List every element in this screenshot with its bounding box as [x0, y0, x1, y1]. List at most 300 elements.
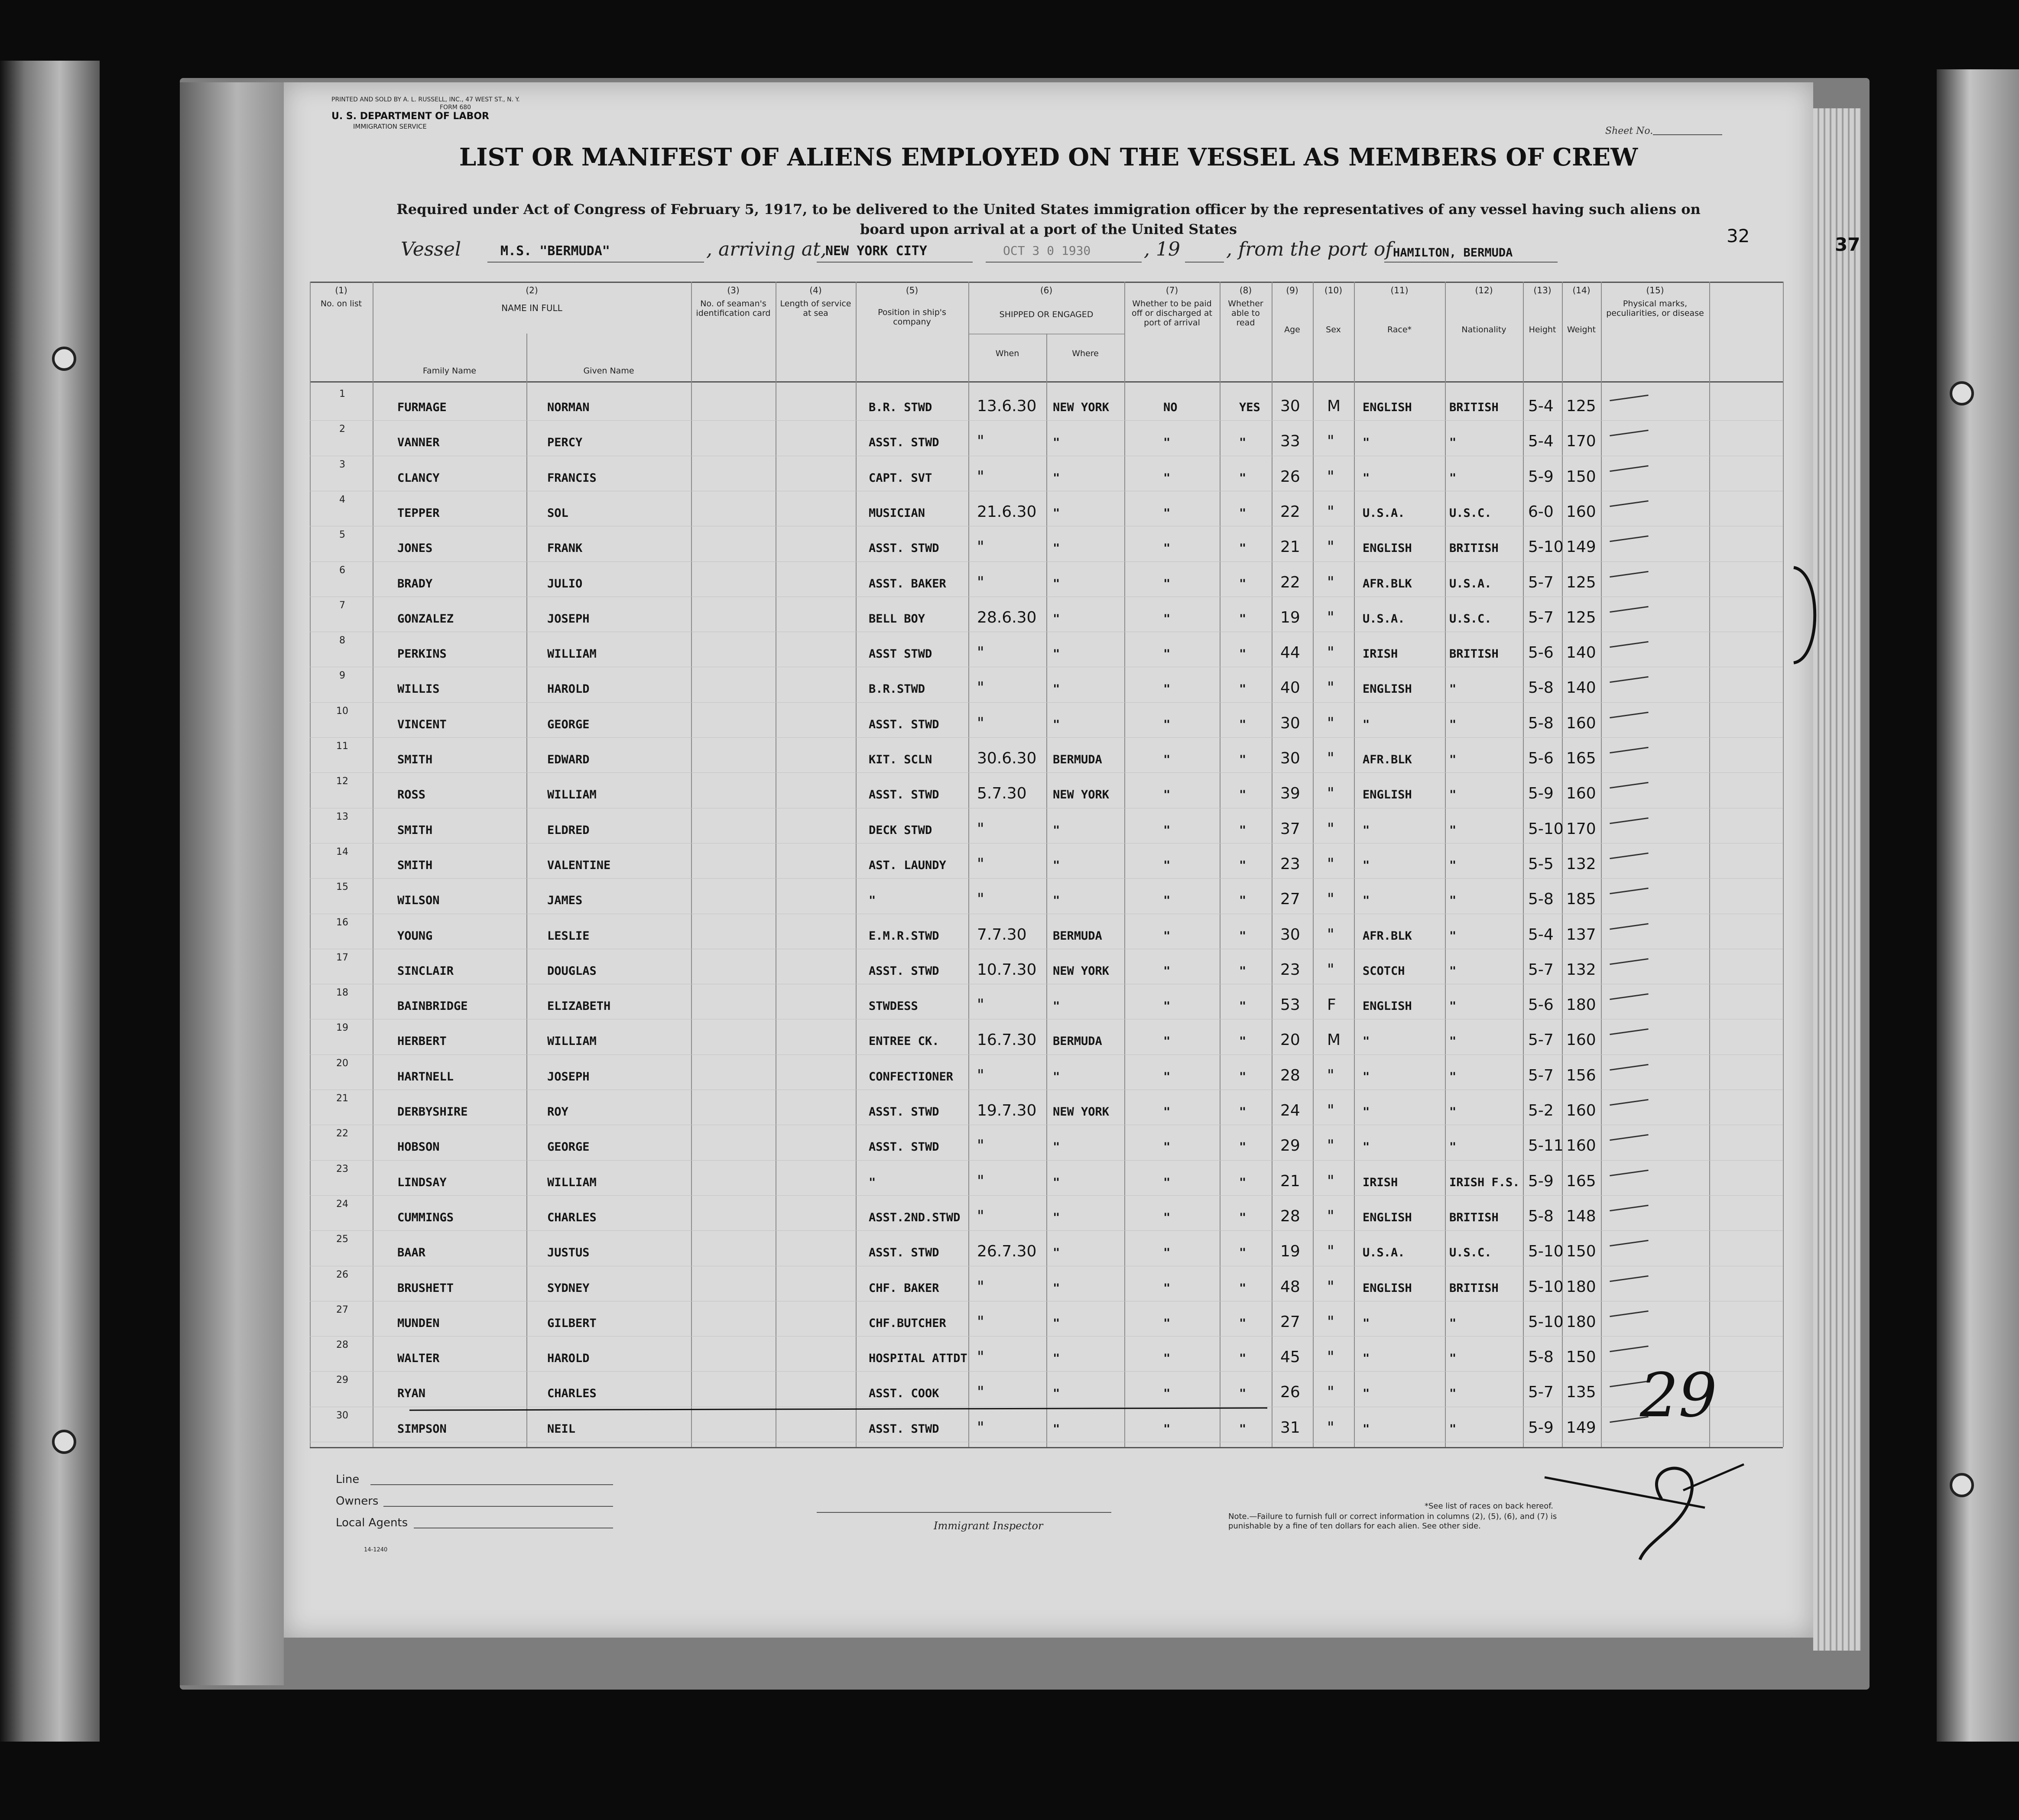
age-cell: 45	[1280, 1348, 1300, 1366]
inspector-label: Immigrant Inspector	[934, 1520, 1043, 1532]
sex-cell: "	[1327, 1066, 1334, 1084]
age-cell: 21	[1280, 1172, 1300, 1190]
family-name-cell: VINCENT	[397, 717, 447, 731]
family-name-cell: RYAN	[397, 1387, 426, 1401]
sex-cell: "	[1327, 608, 1334, 626]
read-cell: "	[1239, 1210, 1246, 1224]
nationality-cell: U.S.C.	[1449, 1246, 1492, 1260]
paid-off-cell: "	[1163, 717, 1171, 731]
row-number: 20	[336, 1058, 348, 1069]
given-name-cell: WILLIAM	[547, 647, 597, 661]
height-cell: 5-4	[1528, 925, 1554, 944]
family-name-cell: SIMPSON	[397, 1422, 447, 1436]
position-cell: ASST. STWD	[869, 542, 939, 555]
owners-label: Owners	[336, 1495, 379, 1508]
col-rule	[1709, 282, 1710, 1447]
paid-off-cell: "	[1163, 964, 1171, 978]
position-cell: ASST. STWD	[869, 1246, 939, 1260]
col-height-header: Height	[1529, 325, 1556, 334]
vessel-line	[487, 262, 704, 263]
position-cell: CHF. BAKER	[869, 1281, 939, 1295]
shipped-where-cell: "	[1053, 717, 1060, 731]
row-number: 13	[336, 811, 348, 822]
paid-off-cell: "	[1163, 577, 1171, 590]
position-cell: STWDESS	[869, 999, 918, 1013]
shipped-when-cell: 7.7.30	[977, 925, 1027, 944]
read-cell: "	[1239, 612, 1246, 626]
race-cell: "	[1363, 1140, 1370, 1154]
paid-off-cell: "	[1163, 753, 1171, 766]
col-14-number: (14)	[1572, 285, 1591, 295]
row-number: 30	[336, 1410, 348, 1421]
shipped-when-cell: "	[977, 1278, 984, 1296]
nationality-cell: IRISH F.S.	[1449, 1175, 1520, 1189]
row-divider	[310, 561, 1783, 562]
nationality-cell: "	[1449, 436, 1457, 450]
height-cell: 5-7	[1528, 960, 1554, 979]
paid-off-cell: "	[1163, 1246, 1171, 1260]
age-cell: 28	[1280, 1207, 1300, 1225]
family-name-cell: LINDSAY	[397, 1175, 447, 1189]
check-mark-icon	[1610, 853, 1649, 859]
given-name-cell: NORMAN	[547, 401, 590, 414]
shipped-when-cell: "	[977, 1348, 984, 1366]
position-cell: CONFECTIONER	[869, 1070, 954, 1084]
position-cell: ASST. COOK	[869, 1387, 939, 1401]
shipped-where-cell: "	[1053, 647, 1060, 661]
row-number: 27	[336, 1304, 348, 1315]
shipped-where-cell: BERMUDA	[1053, 1035, 1102, 1048]
row-number: 22	[336, 1128, 348, 1139]
read-cell: "	[1239, 858, 1246, 872]
given-name-cell: ELDRED	[547, 823, 590, 837]
nationality-cell: "	[1449, 964, 1457, 978]
shipped-where-cell: "	[1053, 1210, 1060, 1224]
race-cell: U.S.A.	[1363, 506, 1405, 520]
position-cell: ASST. STWD	[869, 1140, 939, 1154]
sex-cell: "	[1327, 1137, 1334, 1155]
sex-cell: "	[1327, 679, 1334, 697]
height-cell: 5-6	[1528, 749, 1554, 767]
weight-cell: 125	[1566, 608, 1596, 626]
left-scan-strip	[0, 61, 100, 1742]
weight-cell: 150	[1566, 1243, 1596, 1261]
height-cell: 5-7	[1528, 608, 1554, 626]
family-name-cell: SINCLAIR	[397, 964, 454, 978]
read-cell: "	[1239, 1175, 1246, 1189]
race-cell: U.S.A.	[1363, 1246, 1405, 1260]
age-cell: 23	[1280, 855, 1300, 873]
binder-hole-icon	[1950, 1473, 1974, 1497]
arriving-label: , arriving at,	[706, 238, 827, 260]
position-cell: HOSPITAL ATTDT	[869, 1352, 967, 1366]
race-cell: ENGLISH	[1363, 999, 1412, 1013]
sex-cell: "	[1327, 538, 1334, 556]
paid-off-cell: "	[1163, 999, 1171, 1013]
position-cell: DECK STWD	[869, 823, 932, 837]
handwritten-mark-icon	[1540, 1438, 1766, 1568]
shipped-where-cell: "	[1053, 506, 1060, 520]
height-cell: 5-5	[1528, 855, 1554, 873]
row-number: 14	[336, 846, 348, 857]
height-cell: 5-7	[1528, 1383, 1554, 1401]
shipped-when-cell: "	[977, 1137, 984, 1155]
age-cell: 21	[1280, 538, 1300, 556]
local-agents-label: Local Agents	[336, 1516, 408, 1529]
row-number: 23	[336, 1163, 348, 1174]
shipped-where-cell: BERMUDA	[1053, 929, 1102, 943]
shipped-where-cell: "	[1053, 894, 1060, 908]
form-code: 14-1240	[364, 1547, 388, 1553]
col-where-header: Where	[1072, 349, 1099, 358]
position-cell: ASST. STWD	[869, 717, 939, 731]
row-divider	[310, 1371, 1783, 1372]
shipped-where-cell: NEW YORK	[1053, 401, 1110, 414]
shipped-where-cell: "	[1053, 1422, 1060, 1436]
col-10-number: (10)	[1324, 285, 1343, 295]
age-cell: 39	[1280, 785, 1300, 803]
row-number: 12	[336, 776, 348, 787]
shipped-where-cell: "	[1053, 1281, 1060, 1295]
col-3-number: (3)	[727, 285, 740, 295]
col-when-header: When	[995, 349, 1019, 358]
col-2-number: (2)	[526, 285, 538, 295]
given-name-cell: PERCY	[547, 436, 583, 450]
binder-hole-icon	[1950, 381, 1974, 406]
shipped-when-cell: "	[977, 467, 984, 486]
read-cell: "	[1239, 436, 1246, 450]
row-divider	[310, 420, 1783, 421]
nationality-cell: "	[1449, 999, 1457, 1013]
row-number: 25	[336, 1234, 348, 1245]
shipped-when-cell: "	[977, 538, 984, 556]
check-mark-icon	[1610, 395, 1649, 401]
row-number: 21	[336, 1093, 348, 1104]
read-cell: "	[1239, 753, 1246, 766]
shipped-where-cell: NEW YORK	[1053, 1105, 1110, 1119]
paid-off-cell: "	[1163, 471, 1171, 485]
shipped-where-cell: NEW YORK	[1053, 964, 1110, 978]
owners-underline	[383, 1506, 613, 1507]
shipped-where-cell: "	[1053, 471, 1060, 485]
race-cell: "	[1363, 1316, 1370, 1330]
family-name-cell: HERBERT	[397, 1035, 447, 1048]
race-cell: "	[1363, 858, 1370, 872]
nationality-cell: "	[1449, 858, 1457, 872]
check-mark-icon	[1610, 1099, 1649, 1106]
penalty-note: Note.—Failure to furnish full or correct information in columns (2), (5), (6), and (7) is punishable by a fine of ten dollars for each alien. See other side.	[1228, 1512, 1557, 1531]
shipped-when-cell: 26.7.30	[977, 1243, 1037, 1261]
paid-off-cell: "	[1163, 1422, 1171, 1436]
weight-cell: 140	[1566, 679, 1596, 697]
read-cell: "	[1239, 1246, 1246, 1260]
row-divider	[310, 772, 1783, 773]
weight-cell: 148	[1566, 1207, 1596, 1225]
nationality-cell: "	[1449, 894, 1457, 908]
height-cell: 5-4	[1528, 397, 1554, 415]
weight-cell: 170	[1566, 820, 1596, 838]
height-cell: 5-2	[1528, 1102, 1554, 1119]
shipped-where-cell: "	[1053, 682, 1060, 696]
col-8-number: (8)	[1239, 285, 1252, 295]
nationality-cell: BRITISH	[1449, 1210, 1499, 1224]
given-name-cell: VALENTINE	[547, 858, 611, 872]
race-cell: ENGLISH	[1363, 1210, 1412, 1224]
shipped-when-cell: 30.6.30	[977, 749, 1037, 767]
age-cell: 27	[1280, 890, 1300, 908]
sheet-number-line	[1653, 134, 1722, 135]
col-6-number: (6)	[1040, 285, 1053, 295]
row-number: 24	[336, 1198, 348, 1210]
family-name-cell: WALTER	[397, 1352, 440, 1366]
read-cell: "	[1239, 894, 1246, 908]
nationality-cell: "	[1449, 1387, 1457, 1401]
sex-cell: "	[1327, 467, 1334, 486]
shipped-when-cell: "	[977, 573, 984, 591]
given-name-cell: SYDNEY	[547, 1281, 590, 1295]
family-name-cell: BAINBRIDGE	[397, 999, 468, 1013]
read-cell: "	[1239, 471, 1246, 485]
position-cell: AST. LAUNDY	[869, 858, 946, 872]
shipped-when-cell: 16.7.30	[977, 1031, 1037, 1049]
weight-cell: 160	[1566, 503, 1596, 521]
col-15-number: (15)	[1646, 285, 1664, 295]
margin-page-number: 37	[1835, 234, 1860, 255]
race-cell: ENGLISH	[1363, 542, 1412, 555]
row-number: 10	[336, 705, 348, 717]
sex-cell: "	[1327, 644, 1334, 662]
nationality-cell: "	[1449, 1352, 1457, 1366]
weight-cell: 156	[1566, 1066, 1596, 1084]
check-mark-icon	[1610, 1169, 1649, 1176]
race-cell: "	[1363, 1422, 1370, 1436]
sex-cell: "	[1327, 573, 1334, 591]
shipped-where-cell: "	[1053, 1246, 1060, 1260]
col-13-number: (13)	[1533, 285, 1552, 295]
family-name-cell: BRADY	[397, 577, 433, 590]
family-name-cell: FURMAGE	[397, 401, 447, 414]
race-cell: IRISH	[1363, 1175, 1398, 1189]
row-number: 4	[339, 494, 345, 505]
weight-cell: 165	[1566, 1172, 1596, 1190]
arriving-line	[817, 262, 973, 263]
sex-cell: "	[1327, 1207, 1334, 1225]
weight-cell: 160	[1566, 1031, 1596, 1049]
nationality-cell: U.S.C.	[1449, 506, 1492, 520]
sex-cell: "	[1327, 925, 1334, 944]
family-name-cell: HOBSON	[397, 1140, 440, 1154]
line-underline	[370, 1484, 613, 1485]
age-cell: 20	[1280, 1031, 1300, 1049]
col-rule	[1046, 334, 1047, 1447]
date-line	[986, 262, 1142, 263]
row-number: 18	[336, 987, 348, 999]
row-number: 2	[339, 424, 345, 435]
race-cell: "	[1363, 1387, 1370, 1401]
age-cell: 33	[1280, 432, 1300, 451]
age-cell: 53	[1280, 996, 1300, 1014]
weight-cell: 125	[1566, 397, 1596, 415]
shipped-where-cell: "	[1053, 542, 1060, 555]
race-cell: IRISH	[1363, 647, 1398, 661]
height-cell: 6-0	[1528, 503, 1554, 521]
given-name-cell: JULIO	[547, 577, 583, 590]
weight-cell: 180	[1566, 996, 1596, 1014]
race-cell: SCOTCH	[1363, 964, 1405, 978]
race-cell: ENGLISH	[1363, 682, 1412, 696]
family-name-cell: SMITH	[397, 823, 433, 837]
height-cell: 5-8	[1528, 1207, 1554, 1225]
row-number: 16	[336, 917, 348, 928]
position-cell: CAPT. SVT	[869, 471, 932, 485]
given-name-cell: LESLIE	[547, 929, 590, 943]
col-rule	[1783, 282, 1784, 1447]
weight-cell: 149	[1566, 1418, 1596, 1437]
col-rule	[1523, 282, 1524, 1447]
col-physical-marks-header: Physical marks, peculiarities, or disease	[1606, 299, 1704, 318]
form-subtitle: Required under Act of Congress of February 5, 1917, to be delivered to the United States immigration officer by the representatives of any vessel having such aliens on board upon arrival at a port of the United States	[396, 201, 1701, 237]
check-mark-icon	[1610, 711, 1649, 718]
shipped-when-cell: "	[977, 855, 984, 873]
shipped-where-cell: "	[1053, 823, 1060, 837]
given-name-cell: GEORGE	[547, 1140, 590, 1154]
weight-cell: 180	[1566, 1313, 1596, 1331]
given-name-cell: WILLIAM	[547, 1175, 597, 1189]
read-cell: "	[1239, 1422, 1246, 1436]
col-id-card-header: No. of seaman's identification card	[696, 299, 771, 318]
check-mark-icon	[1610, 571, 1649, 577]
weight-cell: 150	[1566, 1348, 1596, 1366]
read-cell: YES	[1239, 401, 1260, 414]
given-name-cell: GEORGE	[547, 717, 590, 731]
paid-off-cell: "	[1163, 1105, 1171, 1119]
race-cell: ENGLISH	[1363, 401, 1412, 414]
family-name-cell: SMITH	[397, 858, 433, 872]
col-paid-off-header: Whether to be paid off or discharged at port of arrival	[1131, 299, 1213, 328]
read-cell: "	[1239, 682, 1246, 696]
col-rule	[310, 282, 311, 1447]
year-line	[1185, 262, 1224, 263]
race-cell: ENGLISH	[1363, 788, 1412, 802]
position-cell: B.R. STWD	[869, 401, 932, 414]
check-mark-icon	[1610, 1275, 1649, 1281]
read-cell: "	[1239, 1352, 1246, 1366]
paid-off-cell: "	[1163, 894, 1171, 908]
height-cell: 5-10	[1528, 820, 1564, 838]
height-cell: 5-8	[1528, 714, 1554, 732]
race-cell: "	[1363, 823, 1370, 837]
race-cell: "	[1363, 1070, 1370, 1084]
height-cell: 5-9	[1528, 1172, 1554, 1190]
row-divider	[310, 878, 1783, 879]
read-cell: "	[1239, 788, 1246, 802]
shipped-when-cell: 19.7.30	[977, 1102, 1037, 1119]
row-divider	[310, 1054, 1783, 1055]
col-age-header: Age	[1284, 325, 1300, 334]
col-rule	[1354, 282, 1355, 1447]
read-cell: "	[1239, 1281, 1246, 1295]
col-weight-header: Weight	[1567, 325, 1596, 334]
nationality-cell: "	[1449, 1035, 1457, 1048]
check-mark-icon	[1610, 993, 1649, 1000]
row-divider	[310, 737, 1783, 738]
given-name-cell: CHARLES	[547, 1387, 597, 1401]
height-cell: 5-6	[1528, 644, 1554, 662]
family-name-cell: BRUSHETT	[397, 1281, 454, 1295]
shipped-when-cell: "	[977, 1313, 984, 1331]
age-cell: 44	[1280, 644, 1300, 662]
weight-cell: 137	[1566, 925, 1596, 944]
sex-cell: "	[1327, 855, 1334, 873]
shipped-when-cell: 21.6.30	[977, 503, 1037, 521]
height-cell: 5-7	[1528, 1031, 1554, 1049]
col-read-header: Whether able to read	[1228, 299, 1263, 328]
row-number: 3	[339, 459, 345, 470]
weight-cell: 180	[1566, 1278, 1596, 1296]
nationality-cell: "	[1449, 1316, 1457, 1330]
sex-cell: "	[1327, 503, 1334, 521]
paid-off-cell: "	[1163, 1070, 1171, 1084]
check-mark-icon	[1610, 606, 1649, 613]
race-cell: "	[1363, 717, 1370, 731]
read-cell: "	[1239, 964, 1246, 978]
given-name-cell: EDWARD	[547, 753, 590, 766]
shipped-where-cell: "	[1053, 577, 1060, 590]
position-cell: ASST.2ND.STWD	[869, 1210, 961, 1224]
given-name-cell: CHARLES	[547, 1210, 597, 1224]
given-name-cell: ELIZABETH	[547, 999, 611, 1013]
nationality-cell: "	[1449, 929, 1457, 943]
weight-cell: 160	[1566, 1102, 1596, 1119]
vessel-name: M.S. "BERMUDA"	[500, 243, 610, 259]
height-cell: 5-11	[1528, 1137, 1564, 1155]
position-cell: CHF.BUTCHER	[869, 1316, 946, 1330]
sex-cell: "	[1327, 1313, 1334, 1331]
sex-cell: "	[1327, 432, 1334, 451]
position-cell: ASST. STWD	[869, 964, 939, 978]
race-cell: U.S.A.	[1363, 612, 1405, 626]
nationality-cell: "	[1449, 823, 1457, 837]
shipped-where-cell: "	[1053, 999, 1060, 1013]
check-mark-icon	[1610, 465, 1649, 471]
position-cell: KIT. SCLN	[869, 753, 932, 766]
family-name-cell: HARTNELL	[397, 1070, 454, 1084]
vessel-label: Vessel	[401, 238, 461, 260]
form-title: LIST OR MANIFEST OF ALIENS EMPLOYED ON THE VESSEL AS MEMBERS OF CREW	[459, 143, 1638, 172]
shipped-when-cell: "	[977, 1172, 984, 1190]
race-cell: "	[1363, 436, 1370, 450]
paid-off-cell: "	[1163, 1352, 1171, 1366]
paid-off-cell: "	[1163, 1175, 1171, 1189]
row-number: 29	[336, 1375, 348, 1386]
check-mark-icon	[1610, 535, 1649, 542]
nationality-cell: "	[1449, 682, 1457, 696]
nationality-cell: "	[1449, 471, 1457, 485]
weight-cell: 165	[1566, 749, 1596, 767]
race-cell: "	[1363, 1035, 1370, 1048]
manifest-page	[284, 82, 1860, 1638]
nationality-cell: BRITISH	[1449, 542, 1499, 555]
age-cell: 26	[1280, 1383, 1300, 1401]
age-cell: 40	[1280, 679, 1300, 697]
nationality-cell: "	[1449, 1422, 1457, 1436]
row-number: 11	[336, 741, 348, 752]
given-name-cell: JUSTUS	[547, 1246, 590, 1260]
from-port: HAMILTON, BERMUDA	[1393, 246, 1513, 260]
col-given-name-header: Given Name	[583, 366, 634, 376]
read-cell: "	[1239, 542, 1246, 555]
check-mark-icon	[1610, 782, 1649, 788]
